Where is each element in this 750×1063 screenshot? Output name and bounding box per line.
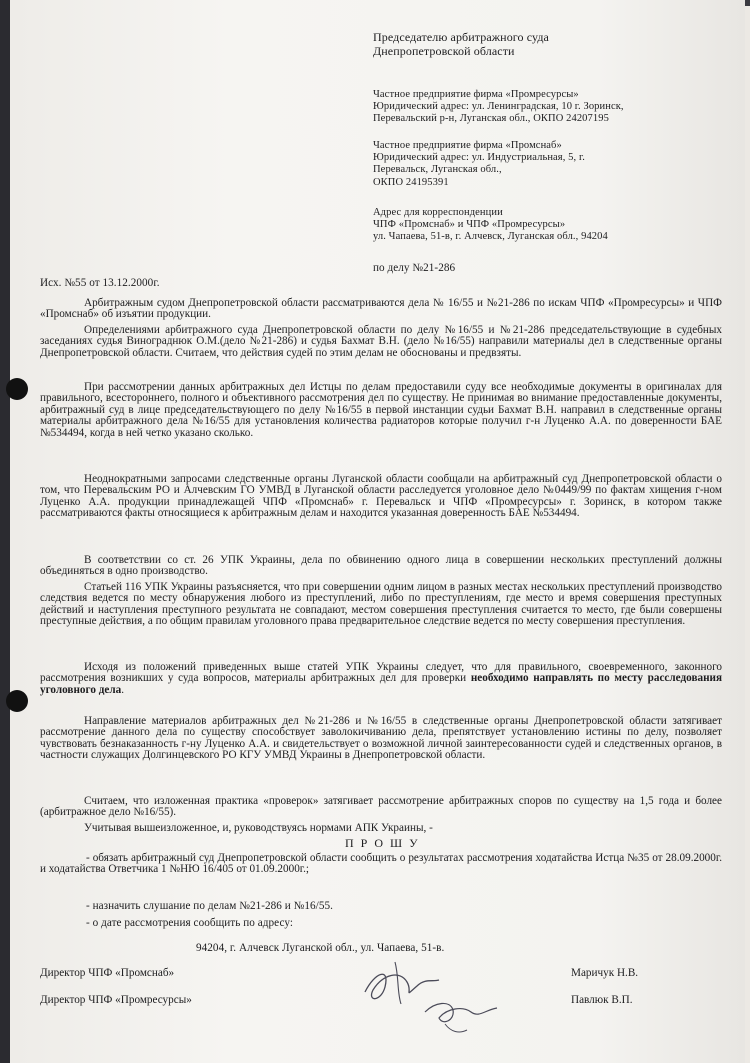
sender-name: Частное предприятие фирма «Промснаб» [373, 140, 562, 151]
sender-okpo: ОКПО 24195391 [373, 176, 449, 188]
signature-title: Директор ЧПФ «Промснаб» [40, 967, 175, 979]
correspondence-line: ЧПФ «Промснаб» и ЧПФ «Промресурсы» [373, 219, 566, 231]
outgoing-number: Исх. №55 от 13.12.2000г. [40, 277, 160, 289]
body-paragraph-reason [40, 662, 722, 696]
signature-name: Маричук Н.В. [571, 967, 639, 979]
signature-title: Директор ЧПФ «Промресурсы» [40, 994, 192, 1006]
case-reference: по делу №21-286 [373, 262, 456, 274]
request-heading: П Р О Ш У [345, 836, 420, 850]
body-paragraph: Статьей 116 УПК Украины разъясняется, что при совершении одним лицом в разных местах нескольких преступлений производство следствия ведется по месту обнаружения любого из преступлений, либо по преступлениям, где место и время совершения преступных действий и наступления преступного результата не совпадают, местом совершения преступления считается то место, где были совершены преступные действия, а по общим правилам уголовного права предварительное следствие ведется по месту совершения преступления. [40, 581, 722, 628]
sender-address: Юридический адрес: ул. Индустриальная, 5, г. [373, 152, 585, 164]
addressee-line: Председателю арбитражного суда [373, 30, 549, 44]
request-item: - о дате рассмотрения сообщить по адресу: [86, 917, 293, 929]
request-item: - назначить слушание по делам №21-286 и №16/55. [86, 900, 333, 912]
body-paragraph: Учитывая вышеизложенное, и, руководствуясь нормами АПК Украины, - [84, 822, 433, 834]
body-paragraph: Арбитражным судом Днепропетровской области рассматриваются дела № 16/55 и №21-286 по искам ЧПФ «Промресурсы» и ЧПФ «Промснаб» об изъятии продукции. [40, 297, 722, 321]
sender-block [373, 140, 585, 189]
signature-name: Павлюк В.П. [571, 994, 633, 1006]
return-address: 94204, г. Алчевск Луганской обл., ул. Чапаева, 51-в. [196, 942, 445, 954]
sender-address: Юридический адрес: ул. Ленинградская, 10 г. Зоринск, [373, 101, 624, 113]
correspondence-line: ул. Чапаева, 51-в, г. Алчевск, Луганская обл., 94204 [373, 231, 608, 243]
addressee-line: Днепропетровской области [373, 44, 515, 58]
punch-hole [6, 378, 28, 400]
sender-block [373, 89, 624, 126]
body-paragraph: В соответствии со ст. 26 УПК Украины, дела по обвинению одного лица в совершении нескольких преступлений должны объединяться в одно производство. [40, 554, 722, 578]
body-paragraph: Определениями арбитражного суда Днепропетровской области по делу №16/55 и №21-286 председательствующие в судебных заседаниях судья Винограднюк О.М.(дело №21-286) и судья Бахмат В.Н. (дело №16/55) направили материалы дел в следственные органы Днепропетровской области. Считаем, что действия судей по этим делам не обоснованы и предвзяты. [40, 324, 722, 359]
correspondence-block [373, 207, 608, 244]
body-paragraph: Направление материалов арбитражных дел №21-286 и №16/55 в следственные органы Днепропетровской области затягивает рассмотрение данного дела по существу способствует заволокичиванию дела, препятствует установлению истины по делу, позволяет чувствовать безнаказанность г-ну Луценко А.А. и свидетельствует о возможной личной заинтересованности судей и следственных органов, в частности служащих Долгинцевского РО КГУ УМВД Украины в Днепропетровской области. [40, 715, 722, 762]
handwritten-signature [355, 952, 515, 1042]
reason-end: . [121, 683, 124, 696]
body-paragraph: При рассмотрении данных арбитражных дел Истцы по делам предоставили суду все необходимые документы в оригиналах для правильного, всестороннего, полного и объективного рассмотрения дел по существу. Не принимая во внимание предоставленные документы, арбитражный суд в лице председательствующего по делу №16/55 в первой инстанции судьи Бахмат В.Н. направил в следственные органы материалы арбитражного дела №16/55 для установления количества радиаторов которые получил г-н Луценко А.А. по доверенности БАЕ №534494, когда в ней четко указано сколько. [40, 381, 722, 439]
reason-text: Исходя из положений приведенных выше статей УПК Украины следует, что для правильного, своевременного, законного рассмотрения возникших у суда вопросов, материалы арбитражных дел для проверки [40, 661, 722, 685]
sender-name: Частное предприятие фирма «Промресурсы» [373, 89, 579, 100]
scan-edge-left [0, 0, 10, 1063]
sender-address: Перевальск, Луганская обл., [373, 164, 502, 176]
correspondence-label: Адрес для корреспонденции [373, 207, 503, 218]
reason-emphasis: необходимо направлять по месту расследования уголовного дела [40, 672, 723, 696]
body-paragraph: Неоднократными запросами следственные органы Луганской области сообщали на арбитражный суд Днепропетровской области о том, что Перевальским РО и Алчевским ГО УМВД в Луганской области расследуется уголовное дело №0449/99 по фактам хищения г-ном Луценко А.А. продукции принадлежащей ЧПФ «Промснаб» г. Перевальск и ЧПФ «Промресурсы» г. Зоринск, в котором также рассматриваются факты относящиеся к арбитражным делам и находится указанная доверенность БАЕ №534494. [40, 473, 722, 520]
sender-address: Перевальский р-н, Луганская обл., ОКПО 24207195 [373, 113, 609, 125]
addressee-block [373, 30, 549, 58]
request-item: - обязать арбитражный суд Днепропетровской области сообщить о результатах рассмотрения ходатайства Истца №35 от 28.09.2000г. и ходатайства Ответчика 1 №НЮ 16/405 от 01.09.2000г.; [40, 852, 722, 876]
punch-hole [6, 690, 28, 712]
body-paragraph: Считаем, что изложенная практика «проверок» затягивает рассмотрение арбитражных споров по существу на 1,5 года и более (арбитражное дело №16/55). [40, 795, 722, 819]
